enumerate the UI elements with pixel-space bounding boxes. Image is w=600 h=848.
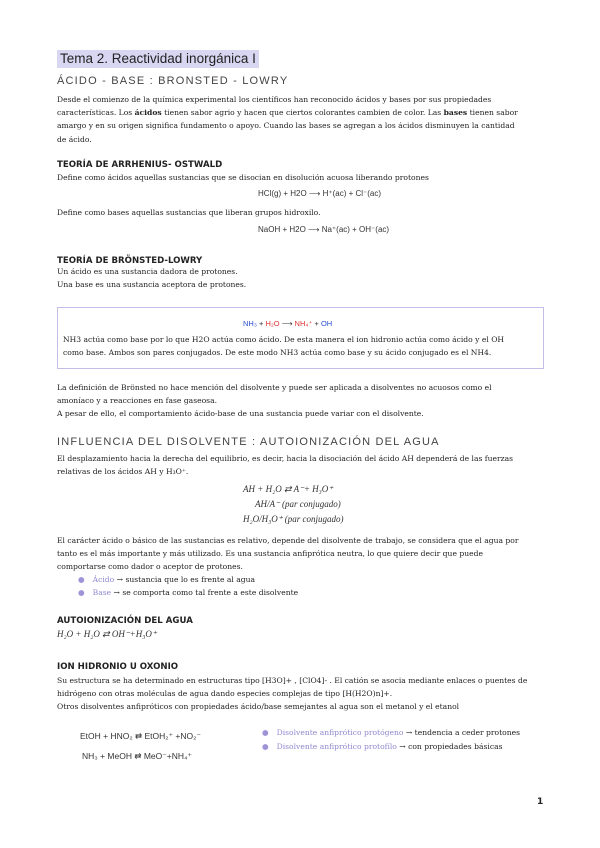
influencia-line-2: relativas de los ácidos AH y H₃O⁺. bbox=[57, 467, 189, 477]
bronsted-after-paragraph bbox=[57, 381, 543, 421]
section-heading-acido-base: ÁCIDO - BASE : BRONSTED - LOWRY bbox=[57, 75, 289, 87]
influencia-line-1: El desplazamiento hacia la derecha del equilibrio, es decir, hacia la disociación del ácido AH dependerá de las fuerzas bbox=[57, 454, 514, 463]
influencia-paragraph-1 bbox=[57, 452, 543, 478]
arrhenius-base-def: Define como bases aquellas sustancias que liberan grupos hidroxilo. bbox=[57, 208, 321, 217]
influencia-equation-3: H₂O/H₃O⁺ (par conjugado) bbox=[243, 514, 344, 524]
bronsted-definitions bbox=[57, 265, 543, 291]
hidronio-line-2: hidrógeno con otras moléculas de agua dando especies complejas de tipo [H(H2O)n]+. bbox=[57, 689, 393, 699]
box-text-line-2: como base. Ambos son pares conjugados. De este modo NH3 actúa como base y su ácido conjugado es el NH4. bbox=[63, 348, 492, 358]
autoionizacion-equation: H₂O + H₂O ⇄ OH⁻+H₃O⁺ bbox=[57, 629, 157, 639]
box-equation: NH₃ + H₂O ⟶ NH₄⁺ + OH bbox=[243, 319, 333, 328]
hidronio-equation-1: EtOH + HNO₂ ⇄ EtOH₂⁺ +NO₂⁻ bbox=[80, 731, 201, 741]
hidronio-equation-2: NH₃ + MeOH ⇄ MeO⁻+NH₄⁺ bbox=[82, 751, 192, 761]
after-line-1: La definición de Brönsted no hace mención del disolvente y puede ser aplicada a disolventes no acuosos como el bbox=[57, 383, 492, 392]
bronsted-acid-def: Un ácido es una sustancia dadora de protones. bbox=[57, 267, 238, 276]
page-title: Tema 2. Reactividad inorgánica I bbox=[57, 50, 259, 68]
after-line-3: A pesar de ello, el comportamiento ácido-base de una sustancia puede variar con el disolvente. bbox=[57, 409, 424, 419]
hidronio-paragraph bbox=[57, 674, 543, 714]
after-line-2: amoníaco y a reacciones en fase gaseosa. bbox=[57, 396, 218, 406]
influencia-paragraph-2 bbox=[57, 534, 543, 574]
list-item: ● Base → se comporta como tal frente a este disolvente bbox=[78, 588, 299, 597]
list-item: ● Disolvente anfiprótico protofílo → con propiedades básicas bbox=[262, 742, 503, 751]
influencia-equation-1: AH + H₂O ⇄ A⁻+ H₃O⁺ bbox=[243, 484, 334, 494]
arrhenius-heading: TEORÍA DE ARRHENIUS- OSTWALD bbox=[57, 160, 223, 170]
page-number: 1 bbox=[537, 797, 544, 807]
intro-line-2: características. Los ácidos tienen sabor agrio y hacen que ciertos colorantes cambien de color. Las bases tienen sabor bbox=[57, 108, 518, 118]
influencia-line-5: comportarse como dador o aceptor de protones. bbox=[57, 562, 243, 572]
bronsted-heading: TEORÍA DE BRÖNSTED-LOWRY bbox=[57, 256, 203, 266]
influencia-line-3: El carácter ácido o básico de las sustancias es relativo, depende del disolvente de trabajo, se considera que el agua por bbox=[57, 536, 519, 545]
hidronio-line-1: Su estructura se ha determinado en estructuras tipo [H3O]+ , [ClO4]- . El catión se asocia mediante enlaces o puentes de bbox=[57, 676, 528, 685]
arrhenius-acid-equation: HCl(g) + H2O ⟶ H⁺(ac) + Cl⁻(ac) bbox=[258, 189, 382, 198]
list-item: ● Disolvente anfiprótico protógeno → tendencia a ceder protones bbox=[262, 728, 521, 737]
intro-line-1: Desde el comienzo de la química experimental los científicos han reconocido ácidos y bases por sus propiedades bbox=[57, 95, 492, 104]
list-item: ● Ácido → sustancia que lo es frente al agua bbox=[78, 575, 256, 584]
intro-paragraph bbox=[57, 93, 543, 146]
hidronio-line-3: Otros disolventes anfipróticos con propiedades ácido/base semejantes al agua son el metanol y el etanol bbox=[57, 702, 460, 712]
autoionizacion-heading: AUTOIONIZACIÓN DEL AGUA bbox=[57, 616, 193, 626]
influencia-line-4: tanto es el más importante y más utilizado. Es una sustancia anfiprótica neutra, lo que quiere decir que puede bbox=[57, 549, 483, 559]
influencia-equation-2: AH/A⁻ (par conjugado) bbox=[255, 499, 341, 509]
arrhenius-base-equation: NaOH + H2O ⟶ Na⁺(ac) + OH⁻(ac) bbox=[258, 225, 390, 234]
box-text-line-1: NH3 actúa como base por lo que H2O actúa como ácido. De esta manera el ion hidronio actúa como ácido y el OH bbox=[63, 335, 505, 344]
section-heading-influencia: INFLUENCIA DEL DISOLVENTE : AUTOIONIZACIÓN DEL AGUA bbox=[57, 436, 440, 448]
hidronio-heading: ION HIDRONIO U OXONIO bbox=[57, 662, 179, 672]
bronsted-base-def: Una base es una sustancia aceptora de protones. bbox=[57, 280, 247, 290]
intro-line-4: de ácido. bbox=[57, 134, 92, 144]
intro-line-3: amargo y en su origen significa fundamento o apoyo. Cuando las bases se agregan a los ácidos disminuyen la cantidad bbox=[57, 121, 515, 131]
arrhenius-acid-def: Define como ácidos aquellas sustancias que se disocian en disolución acuosa liberando protones bbox=[57, 173, 429, 182]
box-text bbox=[63, 333, 538, 359]
